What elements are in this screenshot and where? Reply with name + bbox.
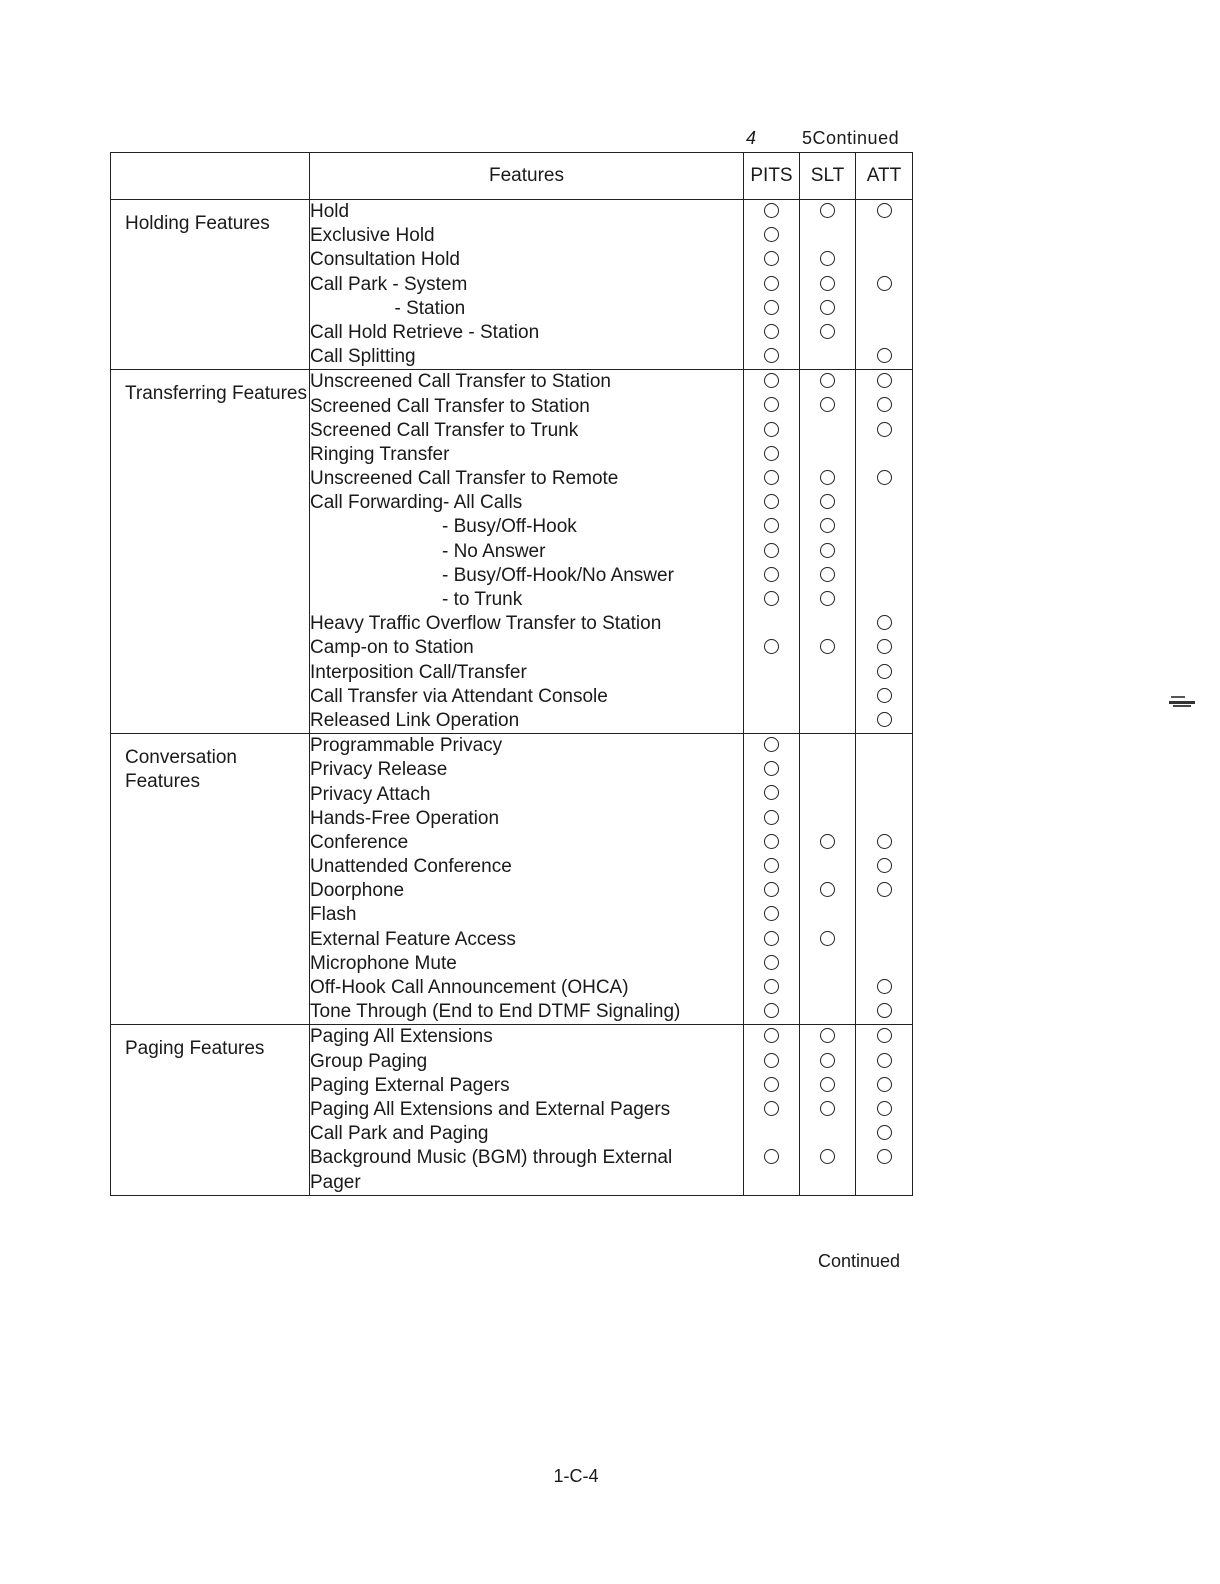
availability-circle-icon bbox=[764, 810, 779, 825]
table-row bbox=[111, 1025, 913, 1195]
att-mark-line bbox=[856, 1122, 912, 1146]
feature-name: Background Music (BGM) through External bbox=[310, 1147, 673, 1169]
availability-circle-icon bbox=[877, 639, 892, 654]
pits-mark-line bbox=[744, 783, 799, 807]
slt-cell bbox=[800, 1025, 856, 1195]
availability-circle-icon bbox=[764, 227, 779, 242]
feature-name: - Station bbox=[310, 297, 466, 319]
category-cell bbox=[111, 734, 310, 1025]
pits-mark-line bbox=[744, 1025, 799, 1049]
slt-mark-line bbox=[800, 636, 855, 660]
table-section bbox=[111, 734, 913, 1025]
availability-circle-icon bbox=[820, 1149, 835, 1164]
availability-circle-icon bbox=[820, 324, 835, 339]
slt-mark-line bbox=[800, 1050, 855, 1074]
feature-name: Unscreened Call Transfer to Remote bbox=[310, 468, 619, 490]
slt-mark-line bbox=[800, 709, 855, 733]
att-mark-line bbox=[856, 661, 912, 685]
feature-name: Conference bbox=[310, 831, 409, 853]
att-mark-line bbox=[856, 345, 912, 369]
slt-mark-line bbox=[800, 370, 855, 394]
feature-name: Screened Call Transfer to Station bbox=[310, 395, 590, 417]
slt-mark-line bbox=[800, 419, 855, 443]
feature-name: Released Link Operation bbox=[310, 709, 520, 731]
pits-mark-line bbox=[744, 395, 799, 419]
pits-mark-line bbox=[744, 491, 799, 515]
pits-mark-line bbox=[744, 952, 799, 976]
slt-cell bbox=[800, 200, 856, 370]
availability-circle-icon bbox=[877, 348, 892, 363]
availability-circle-icon bbox=[764, 1003, 779, 1018]
availability-circle-icon bbox=[820, 543, 835, 558]
availability-circle-icon bbox=[877, 1149, 892, 1164]
feature-name: Off-Hook Call Announcement (OHCA) bbox=[310, 977, 629, 998]
att-cell bbox=[856, 734, 913, 1025]
slt-mark-line bbox=[800, 1171, 855, 1195]
availability-circle-icon bbox=[820, 567, 835, 582]
availability-circle-icon bbox=[877, 397, 892, 412]
pits-mark-line bbox=[744, 709, 799, 733]
table-header-row bbox=[111, 153, 913, 200]
slt-mark-line bbox=[800, 467, 855, 491]
feature-name: Privacy Release bbox=[310, 759, 448, 781]
feature-name: Exclusive Hold bbox=[310, 225, 435, 247]
availability-circle-icon bbox=[764, 737, 779, 752]
pits-cell bbox=[744, 370, 800, 734]
availability-circle-icon bbox=[764, 834, 779, 849]
availability-circle-icon bbox=[764, 470, 779, 485]
pits-mark-line bbox=[744, 1074, 799, 1098]
att-cell bbox=[856, 370, 913, 734]
att-mark-line bbox=[856, 1025, 912, 1049]
pits-mark-line bbox=[744, 1146, 799, 1170]
header-features: Features bbox=[310, 153, 744, 200]
availability-circle-icon bbox=[877, 688, 892, 703]
feature-name: Unscreened Call Transfer to Station bbox=[310, 371, 611, 393]
availability-circle-icon bbox=[820, 1053, 835, 1068]
features-cell bbox=[310, 1025, 744, 1195]
slt-mark-line bbox=[800, 588, 855, 612]
feature-name: Unattended Conference bbox=[310, 856, 512, 878]
availability-circle-icon bbox=[764, 422, 779, 437]
category-label: Holding Features bbox=[125, 213, 270, 234]
feature-name: Screened Call Transfer to Trunk bbox=[310, 419, 579, 441]
att-mark-line bbox=[856, 1000, 912, 1024]
continued-label-top: 5Continued bbox=[802, 128, 900, 148]
slt-mark-line bbox=[800, 345, 855, 369]
availability-circle-icon bbox=[820, 300, 835, 315]
table-section bbox=[111, 200, 913, 370]
feature-name: Call Forwarding- All Calls bbox=[310, 492, 523, 514]
header-pits: PITS bbox=[744, 153, 800, 200]
feature-name: Consultation Hold bbox=[310, 249, 460, 271]
feature-name: Doorphone bbox=[310, 880, 405, 902]
availability-circle-icon bbox=[820, 494, 835, 509]
pits-cell bbox=[744, 734, 800, 1025]
pits-mark-line bbox=[744, 1122, 799, 1146]
availability-circle-icon bbox=[877, 1028, 892, 1043]
availability-circle-icon bbox=[764, 518, 779, 533]
feature-name: Interposition Call/Transfer bbox=[310, 661, 527, 683]
availability-circle-icon bbox=[877, 1003, 892, 1018]
att-mark-line bbox=[856, 443, 912, 467]
slt-mark-line bbox=[800, 248, 855, 272]
pits-mark-line bbox=[744, 419, 799, 443]
att-mark-line bbox=[856, 224, 912, 248]
slt-mark-line bbox=[800, 855, 855, 879]
att-mark-line bbox=[856, 855, 912, 879]
pits-mark-line bbox=[744, 1000, 799, 1024]
slt-mark-line bbox=[800, 1074, 855, 1098]
availability-circle-icon bbox=[877, 979, 892, 994]
slt-mark-line bbox=[800, 564, 855, 588]
feature-name: Call Splitting bbox=[310, 346, 416, 368]
slt-mark-line bbox=[800, 200, 855, 224]
availability-circle-icon bbox=[764, 591, 779, 606]
pits-mark-line bbox=[744, 661, 799, 685]
att-mark-line bbox=[856, 903, 912, 927]
att-mark-line bbox=[856, 758, 912, 782]
feature-name: Hold bbox=[310, 201, 350, 222]
availability-circle-icon bbox=[764, 906, 779, 921]
availability-circle-icon bbox=[820, 882, 835, 897]
availability-circle-icon bbox=[764, 494, 779, 509]
table-row bbox=[111, 734, 913, 1025]
slt-mark-line bbox=[800, 807, 855, 831]
availability-circle-icon bbox=[877, 882, 892, 897]
att-cell bbox=[856, 200, 913, 370]
availability-circle-icon bbox=[820, 639, 835, 654]
availability-circle-icon bbox=[820, 1028, 835, 1043]
availability-circle-icon bbox=[877, 834, 892, 849]
availability-circle-icon bbox=[764, 348, 779, 363]
feature-name: Group Paging bbox=[310, 1050, 428, 1072]
availability-circle-icon bbox=[877, 203, 892, 218]
availability-circle-icon bbox=[764, 543, 779, 558]
feature-name: Programmable Privacy bbox=[310, 735, 503, 757]
availability-circle-icon bbox=[820, 931, 835, 946]
availability-circle-icon bbox=[820, 1101, 835, 1116]
category-label: Conversation Features bbox=[125, 747, 237, 793]
availability-circle-icon bbox=[764, 251, 779, 266]
availability-circle-icon bbox=[877, 470, 892, 485]
feature-name: Microphone Mute bbox=[310, 952, 457, 974]
pits-mark-line bbox=[744, 636, 799, 660]
availability-circle-icon bbox=[877, 422, 892, 437]
feature-name: Call Park - System bbox=[310, 273, 468, 295]
att-mark-line bbox=[856, 273, 912, 297]
pits-mark-line bbox=[744, 248, 799, 272]
pits-mark-line bbox=[744, 685, 799, 709]
availability-circle-icon bbox=[820, 276, 835, 291]
feature-name: Call Park and Paging bbox=[310, 1123, 489, 1145]
table-section bbox=[111, 1025, 913, 1195]
availability-circle-icon bbox=[820, 834, 835, 849]
att-mark-line bbox=[856, 928, 912, 952]
slt-mark-line bbox=[800, 1000, 855, 1024]
pits-mark-line bbox=[744, 758, 799, 782]
header-att: ATT bbox=[856, 153, 913, 200]
att-mark-line bbox=[856, 540, 912, 564]
category-cell bbox=[111, 200, 310, 370]
category-label: Transferring Features bbox=[125, 383, 307, 405]
att-mark-line bbox=[856, 685, 912, 709]
availability-circle-icon bbox=[764, 1053, 779, 1068]
slt-cell bbox=[800, 734, 856, 1025]
slt-mark-line bbox=[800, 612, 855, 636]
pits-mark-line bbox=[744, 273, 799, 297]
slt-mark-line bbox=[800, 903, 855, 927]
pits-mark-line bbox=[744, 443, 799, 467]
availability-circle-icon bbox=[764, 1077, 779, 1092]
att-mark-line bbox=[856, 588, 912, 612]
slt-mark-line bbox=[800, 1098, 855, 1122]
availability-circle-icon bbox=[764, 858, 779, 873]
slt-mark-line bbox=[800, 758, 855, 782]
feature-name: Call Transfer via Attendant Console bbox=[310, 685, 608, 707]
slt-mark-line bbox=[800, 1146, 855, 1170]
att-mark-line bbox=[856, 419, 912, 443]
margin-scan-mark bbox=[1169, 695, 1195, 709]
att-mark-line bbox=[856, 515, 912, 539]
availability-circle-icon bbox=[820, 251, 835, 266]
availability-circle-icon bbox=[877, 276, 892, 291]
continued-label-bottom: Continued bbox=[818, 1251, 901, 1271]
slt-mark-line bbox=[800, 685, 855, 709]
pits-mark-line bbox=[744, 224, 799, 248]
att-mark-line bbox=[856, 491, 912, 515]
table-row bbox=[111, 200, 913, 370]
availability-circle-icon bbox=[820, 518, 835, 533]
att-cell bbox=[856, 1025, 913, 1195]
availability-circle-icon bbox=[820, 591, 835, 606]
slt-mark-line bbox=[800, 321, 855, 345]
feature-name: Tone Through (End to End DTMF Signaling) bbox=[310, 1001, 681, 1023]
slt-mark-line bbox=[800, 1025, 855, 1049]
category-cell bbox=[111, 370, 310, 734]
availability-circle-icon bbox=[764, 397, 779, 412]
availability-circle-icon bbox=[764, 446, 779, 461]
handwritten-mark: 4 bbox=[746, 128, 757, 148]
slt-mark-line bbox=[800, 443, 855, 467]
slt-mark-line bbox=[800, 952, 855, 976]
availability-circle-icon bbox=[764, 567, 779, 582]
att-mark-line bbox=[856, 709, 912, 733]
att-mark-line bbox=[856, 976, 912, 1000]
feature-name: Paging External Pagers bbox=[310, 1074, 510, 1096]
feature-name: - Busy/Off-Hook bbox=[310, 516, 577, 538]
feature-name: Heavy Traffic Overflow Transfer to Station bbox=[310, 613, 662, 635]
table-section bbox=[111, 370, 913, 734]
availability-circle-icon bbox=[764, 324, 779, 339]
slt-mark-line bbox=[800, 734, 855, 758]
slt-mark-line bbox=[800, 273, 855, 297]
att-mark-line bbox=[856, 612, 912, 636]
feature-name: Paging All Extensions bbox=[310, 1026, 493, 1048]
pits-mark-line bbox=[744, 588, 799, 612]
pits-mark-line bbox=[744, 734, 799, 758]
att-mark-line bbox=[856, 370, 912, 394]
att-mark-line bbox=[856, 1146, 912, 1170]
slt-mark-line bbox=[800, 879, 855, 903]
att-mark-line bbox=[856, 1171, 912, 1195]
att-mark-line bbox=[856, 879, 912, 903]
slt-mark-line bbox=[800, 491, 855, 515]
pits-mark-line bbox=[744, 200, 799, 224]
pits-mark-line bbox=[744, 467, 799, 491]
feature-name: - Busy/Off-Hook/No Answer bbox=[310, 564, 674, 586]
availability-circle-icon bbox=[877, 1053, 892, 1068]
pits-mark-line bbox=[744, 297, 799, 321]
availability-circle-icon bbox=[764, 300, 779, 315]
availability-circle-icon bbox=[877, 1125, 892, 1140]
feature-name: Call Hold Retrieve - Station bbox=[310, 321, 540, 343]
pits-mark-line bbox=[744, 612, 799, 636]
pits-mark-line bbox=[744, 807, 799, 831]
pits-mark-line bbox=[744, 321, 799, 345]
availability-circle-icon bbox=[820, 397, 835, 412]
slt-mark-line bbox=[800, 395, 855, 419]
header-category bbox=[111, 153, 310, 200]
att-mark-line bbox=[856, 952, 912, 976]
features-cell bbox=[310, 370, 744, 734]
slt-cell bbox=[800, 370, 856, 734]
slt-mark-line bbox=[800, 783, 855, 807]
slt-mark-line bbox=[800, 540, 855, 564]
availability-circle-icon bbox=[820, 373, 835, 388]
category-label: Paging Features bbox=[125, 1038, 265, 1060]
feature-name: Paging All Extensions and External Pagers bbox=[310, 1098, 671, 1120]
availability-circle-icon bbox=[764, 276, 779, 291]
slt-mark-line bbox=[800, 831, 855, 855]
pits-mark-line bbox=[744, 928, 799, 952]
table-row bbox=[111, 370, 913, 734]
availability-circle-icon bbox=[764, 203, 779, 218]
feature-name: Camp-on to Station bbox=[310, 637, 474, 659]
availability-circle-icon bbox=[877, 712, 892, 727]
pits-mark-line bbox=[744, 879, 799, 903]
header-slt: SLT bbox=[800, 153, 856, 200]
slt-mark-line bbox=[800, 515, 855, 539]
feature-name: - No Answer bbox=[310, 540, 546, 562]
pits-mark-line bbox=[744, 1098, 799, 1122]
att-mark-line bbox=[856, 564, 912, 588]
att-mark-line bbox=[856, 636, 912, 660]
availability-circle-icon bbox=[764, 373, 779, 388]
availability-circle-icon bbox=[877, 1077, 892, 1092]
feature-name: Hands-Free Operation bbox=[310, 807, 500, 829]
att-mark-line bbox=[856, 807, 912, 831]
att-mark-line bbox=[856, 467, 912, 491]
pits-mark-line bbox=[744, 855, 799, 879]
att-mark-line bbox=[856, 248, 912, 272]
availability-circle-icon bbox=[764, 761, 779, 776]
pits-mark-line bbox=[744, 831, 799, 855]
slt-mark-line bbox=[800, 1122, 855, 1146]
availability-circle-icon bbox=[764, 882, 779, 897]
slt-mark-line bbox=[800, 976, 855, 1000]
features-cell bbox=[310, 734, 744, 1025]
availability-circle-icon bbox=[764, 931, 779, 946]
availability-circle-icon bbox=[764, 1149, 779, 1164]
availability-circle-icon bbox=[764, 1101, 779, 1116]
availability-circle-icon bbox=[820, 203, 835, 218]
availability-circle-icon bbox=[764, 979, 779, 994]
att-mark-line bbox=[856, 734, 912, 758]
att-mark-line bbox=[856, 831, 912, 855]
features-cell bbox=[310, 200, 744, 370]
availability-circle-icon bbox=[877, 615, 892, 630]
att-mark-line bbox=[856, 395, 912, 419]
att-mark-line bbox=[856, 321, 912, 345]
availability-circle-icon bbox=[764, 1028, 779, 1043]
slt-mark-line bbox=[800, 928, 855, 952]
pits-mark-line bbox=[744, 1171, 799, 1195]
pits-mark-line bbox=[744, 1050, 799, 1074]
feature-name: - to Trunk bbox=[310, 589, 523, 610]
att-mark-line bbox=[856, 1098, 912, 1122]
pits-cell bbox=[744, 1025, 800, 1195]
att-mark-line bbox=[856, 297, 912, 321]
availability-circle-icon bbox=[764, 955, 779, 970]
page-number: 1-C-4 bbox=[553, 1466, 599, 1486]
pits-cell bbox=[744, 200, 800, 370]
pits-mark-line bbox=[744, 345, 799, 369]
feature-name: Ringing Transfer bbox=[310, 443, 450, 465]
pits-mark-line bbox=[744, 903, 799, 927]
availability-circle-icon bbox=[877, 664, 892, 679]
pits-mark-line bbox=[744, 564, 799, 588]
att-mark-line bbox=[856, 1050, 912, 1074]
slt-mark-line bbox=[800, 661, 855, 685]
pits-mark-line bbox=[744, 515, 799, 539]
availability-circle-icon bbox=[877, 858, 892, 873]
pits-mark-line bbox=[744, 370, 799, 394]
availability-circle-icon bbox=[820, 1077, 835, 1092]
top-continued-note bbox=[740, 128, 920, 149]
feature-name: External Feature Access bbox=[310, 928, 516, 950]
category-cell bbox=[111, 1025, 310, 1195]
feature-name: Pager bbox=[310, 1171, 361, 1193]
availability-circle-icon bbox=[820, 470, 835, 485]
availability-circle-icon bbox=[877, 1101, 892, 1116]
availability-circle-icon bbox=[764, 639, 779, 654]
att-mark-line bbox=[856, 783, 912, 807]
features-table bbox=[110, 152, 913, 1196]
feature-name: Flash bbox=[310, 904, 357, 926]
pits-mark-line bbox=[744, 976, 799, 1000]
att-mark-line bbox=[856, 200, 912, 224]
pits-mark-line bbox=[744, 540, 799, 564]
slt-mark-line bbox=[800, 224, 855, 248]
availability-circle-icon bbox=[877, 373, 892, 388]
feature-name: Privacy Attach bbox=[310, 783, 431, 805]
availability-circle-icon bbox=[764, 785, 779, 800]
att-mark-line bbox=[856, 1074, 912, 1098]
slt-mark-line bbox=[800, 297, 855, 321]
